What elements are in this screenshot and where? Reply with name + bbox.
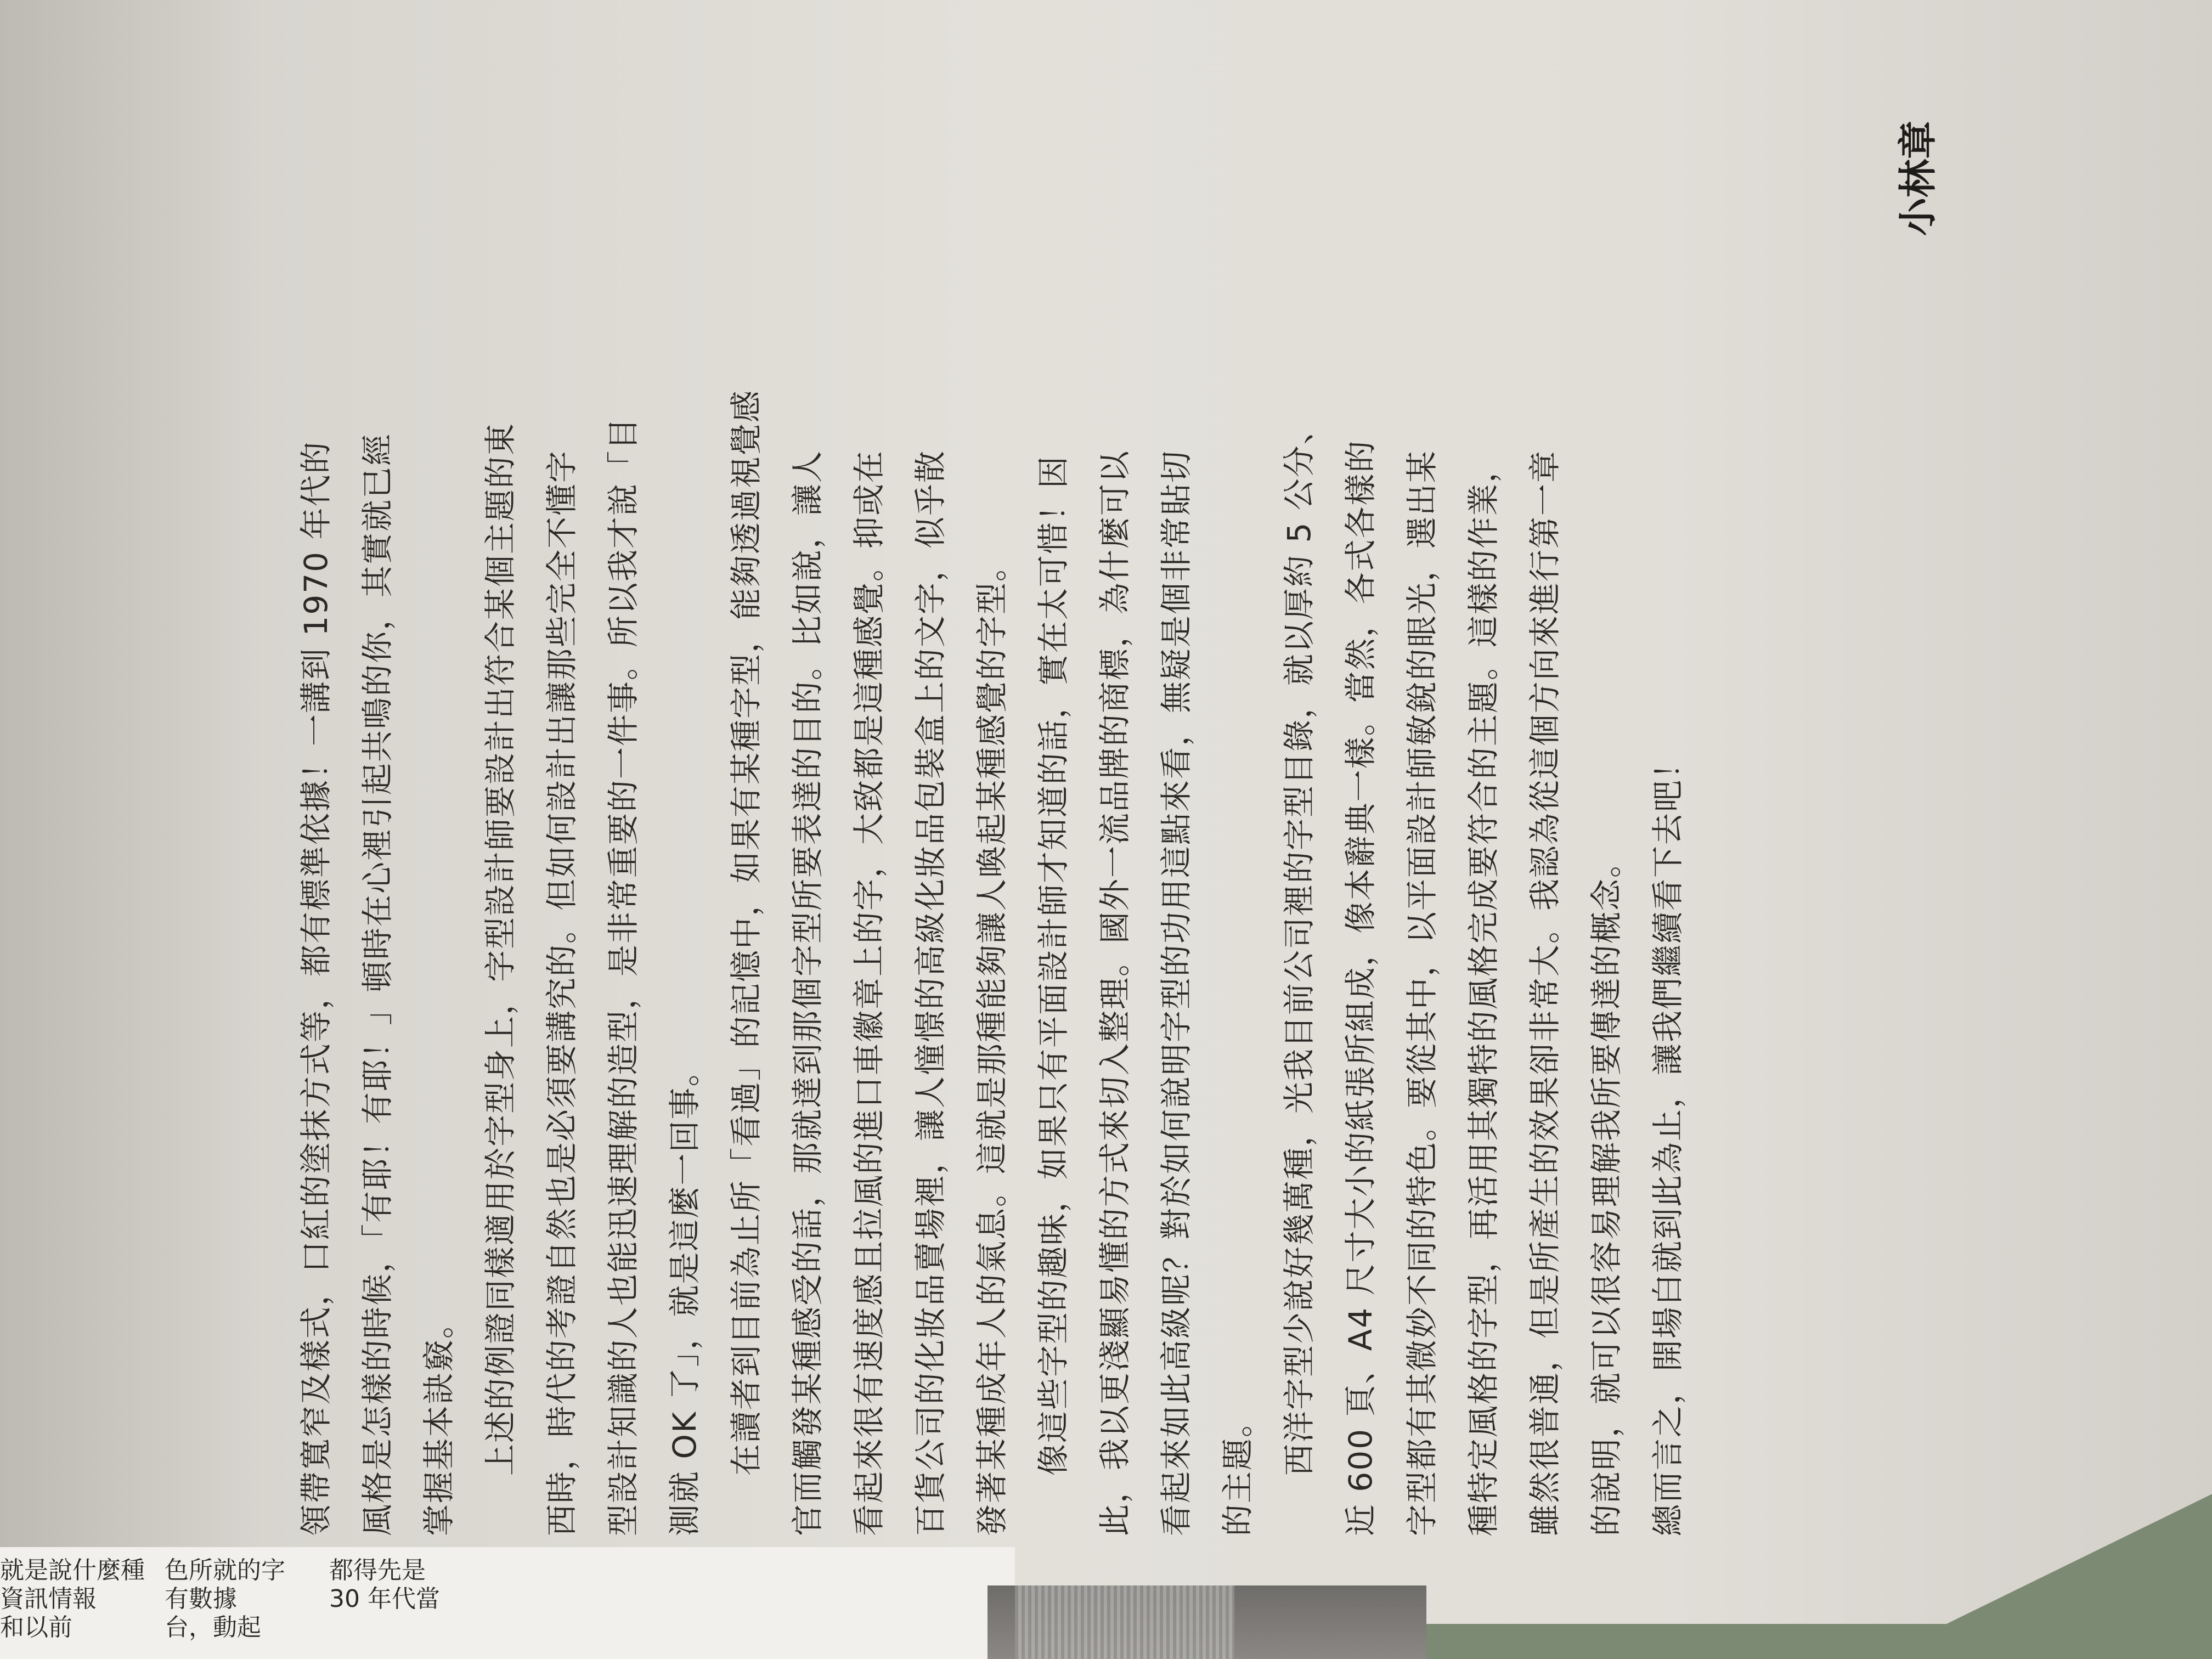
text-line: 測就 OK 了」，就是這麼一回事。 [666, 1053, 703, 1536]
underlying-line: 都得先是 [329, 1556, 426, 1584]
text-line: 型設計知識的人也能迅速理解的造型，是非常重要的一件事。所以我才說「目 [605, 416, 642, 1536]
author-signature: 小林章 [1895, 121, 1940, 236]
text-line: 的說明，就可以很容易理解我所要傳達的概念。 [1588, 844, 1625, 1536]
text-line: 的主題。 [1219, 1404, 1256, 1536]
text-line: 百貨公司的化妝品賣場裡，讓人憧憬的高級化妝品包裝盒上的文字，似乎散 [912, 449, 949, 1536]
text-line: 上述的例證同樣適用於字型身上，字型設計師要設計出符合某個主題的東 [482, 422, 519, 1476]
underlying-line: 和以前 [0, 1613, 72, 1641]
text-line: 看起來如此高級呢？對於如何說明字型的功用這點來看，無疑是個非常貼切 [1158, 449, 1195, 1536]
underlying-page [0, 1547, 1015, 1659]
text-line: 近 600 頁、A4 尺寸大小的紙張所組成，像本辭典一樣。當然，各式各樣的 [1342, 439, 1379, 1536]
underlying-line: 資訊情報 [0, 1585, 97, 1613]
text-line: 總而言之，開場白就到此為止，讓我們繼續看下去吧！ [1649, 746, 1686, 1536]
underlying-line: 有數據 [165, 1585, 237, 1613]
underlying-line: 色所就的字 [165, 1556, 285, 1584]
text-line: 看起來很有速度感且拉風的進口車徽章上的字，大致都是這種感覺。抑或在 [850, 449, 888, 1536]
text-line: 官而觸發某種感受的話，那就達到那個字型所要表達的目的。比如說，讓人 [789, 449, 826, 1536]
underlying-line: 30 年代當 [329, 1585, 440, 1613]
text-line: 雖然很普通，但是所產生的效果卻非常大。我認為從這個方向來進行第一章 [1526, 449, 1564, 1536]
text-line: 字型都有其微妙不同的特色。要從其中，以平面設計師敏銳的眼光，選出某 [1403, 449, 1441, 1536]
text-line: 西時，時代的考證自然也是必須要講究的。但如何設計出讓那些完全不懂字 [543, 449, 580, 1536]
underlying-line: 台，動起 [165, 1613, 261, 1641]
text-line: 種特定風格的字型，再活用其獨特的風格完成要符合的主題。這樣的作業， [1465, 449, 1502, 1536]
text-line: 領帶寬窄及樣式，口紅的塗抹方式等，都有標準依據！一講到 1970 年代的 [297, 441, 335, 1536]
text-line: 像這些字型的趣味，如果只有平面設計師才知道的話，實在太可惜！因 [1035, 455, 1072, 1476]
text-line: 發著某種成年人的氣息。這就是那種能夠讓人喚起某種感覺的字型。 [973, 548, 1011, 1536]
text-line: 掌握基本訣竅。 [420, 1305, 458, 1536]
text-line: 風格是怎樣的時候，「有耶！有耶！」頓時在心裡引起共鳴的你，其實就已經 [359, 432, 396, 1536]
text-line: 在讀者到目前為止所「看過」的記憶中，如果有某種字型，能夠透過視覺感 [727, 389, 765, 1476]
text-line: 此，我以更淺顯易懂的方式來切入整理。國外一流品牌的商標，為什麼可以 [1096, 449, 1133, 1536]
body-text [285, 66, 1699, 1536]
underlying-line: 就是說什麼種 [0, 1556, 145, 1584]
page-edge-texture [1015, 1585, 1234, 1659]
text-line: 西洋字型少說好幾萬種，光我目前公司裡的字型目錄，就以厚約 5 公分、 [1280, 411, 1318, 1476]
